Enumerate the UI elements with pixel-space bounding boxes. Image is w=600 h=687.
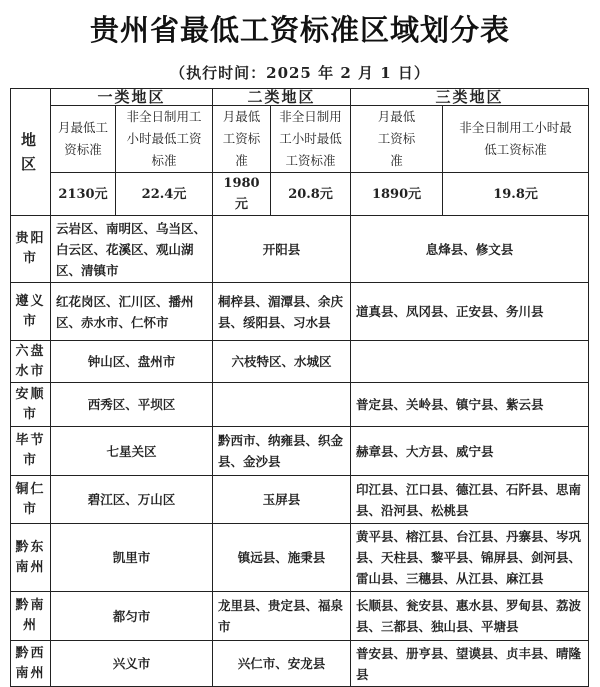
class1-areas: 兴义市 — [51, 641, 213, 687]
class1-areas: 云岩区、南明区、乌当区、白云区、花溪区、观山湖区、清镇市 — [51, 216, 213, 283]
cat2-monthly-label: 月最低工资标准 — [213, 106, 271, 173]
region-name: 毕节市 — [11, 427, 51, 476]
class2-areas: 开阳县 — [213, 216, 351, 283]
class1-areas: 西秀区、平坝区 — [51, 383, 213, 427]
cat3-monthly-label: 月最低工资标准 — [351, 106, 443, 173]
cat1-hourly-label: 非全日制用工小时最低工资标准 — [116, 106, 213, 173]
region-name: 安顺市 — [11, 383, 51, 427]
region-name: 贵阳市 — [11, 216, 51, 283]
cat3-monthly-value: 1890元 — [351, 173, 443, 216]
class3-areas: 长顺县、瓮安县、惠水县、罗甸县、荔波县、三都县、独山县、平塘县 — [351, 592, 589, 641]
table-row — [11, 283, 589, 341]
table-row — [11, 524, 589, 592]
class1-areas: 都匀市 — [51, 592, 213, 641]
class2-areas: 黔西市、纳雍县、织金县、金沙县 — [213, 427, 351, 476]
cat1-monthly-label: 月最低工资标准 — [51, 106, 116, 173]
class3-areas: 赫章县、大方县、威宁县 — [351, 427, 589, 476]
cat3-hourly-label: 非全日制用工小时最低工资标准 — [443, 106, 589, 173]
table-row — [11, 427, 589, 476]
class3-areas: 息烽县、修文县 — [351, 216, 589, 283]
class2-areas: 玉屏县 — [213, 476, 351, 524]
class2-areas: 龙里县、贵定县、福泉市 — [213, 592, 351, 641]
class3-areas: 黄平县、榕江县、台江县、丹寨县、岑巩县、天柱县、黎平县、锦屏县、剑河县、雷山县、三穗县、从江县、麻江县 — [351, 524, 589, 592]
class1-areas: 红花岗区、汇川区、播州区、赤水市、仁怀市 — [51, 283, 213, 341]
cat2-monthly-value: 1980元 — [213, 173, 271, 216]
class3-areas: 普定县、关岭县、镇宁县、紫云县 — [351, 383, 589, 427]
class3-areas: 印江县、江口县、德江县、石阡县、思南县、沿河县、松桃县 — [351, 476, 589, 524]
class1-areas: 凯里市 — [51, 524, 213, 592]
region-name: 铜仁市 — [11, 476, 51, 524]
region-name: 六盘水市 — [11, 341, 51, 383]
table-row — [11, 383, 589, 427]
class2-areas: 六枝特区、水城区 — [213, 341, 351, 383]
document-title: 贵州省最低工资标准区域划分表 — [89, 13, 510, 47]
category-3-header: 三类地区 — [351, 89, 589, 106]
class1-areas: 碧江区、万山区 — [51, 476, 213, 524]
table-row — [11, 592, 589, 641]
region-name: 黔东南州 — [11, 524, 51, 592]
region-name: 黔南州 — [11, 592, 51, 641]
cat2-hourly-value: 20.8元 — [271, 173, 351, 216]
class2-areas — [213, 383, 351, 427]
class2-areas: 桐梓县、湄潭县、余庆县、绥阳县、习水县 — [213, 283, 351, 341]
region-header: 地区 — [11, 89, 51, 216]
table-row — [11, 216, 589, 283]
class1-areas: 钟山区、盘州市 — [51, 341, 213, 383]
class3-areas — [351, 341, 589, 383]
document-subtitle: （执行时间：2025 年 2 月 1 日） — [170, 64, 430, 82]
class1-areas: 七星关区 — [51, 427, 213, 476]
cat2-hourly-label: 非全日制用工小时最低工资标准 — [271, 106, 351, 173]
cat1-monthly-value: 2130元 — [51, 173, 116, 216]
cat3-hourly-value: 19.8元 — [443, 173, 589, 216]
wage-region-table — [10, 88, 589, 687]
class3-areas: 道真县、凤冈县、正安县、务川县 — [351, 283, 589, 341]
cat1-hourly-value: 22.4元 — [116, 173, 213, 216]
table-row — [11, 341, 589, 383]
class3-areas: 普安县、册亨县、望谟县、贞丰县、晴隆县 — [351, 641, 589, 687]
category-1-header: 一类地区 — [51, 89, 213, 106]
region-name: 黔西南州 — [11, 641, 51, 687]
category-2-header: 二类地区 — [213, 89, 351, 106]
class2-areas: 兴仁市、安龙县 — [213, 641, 351, 687]
class2-areas: 镇远县、施秉县 — [213, 524, 351, 592]
table-row — [11, 476, 589, 524]
region-name: 遵义市 — [11, 283, 51, 341]
